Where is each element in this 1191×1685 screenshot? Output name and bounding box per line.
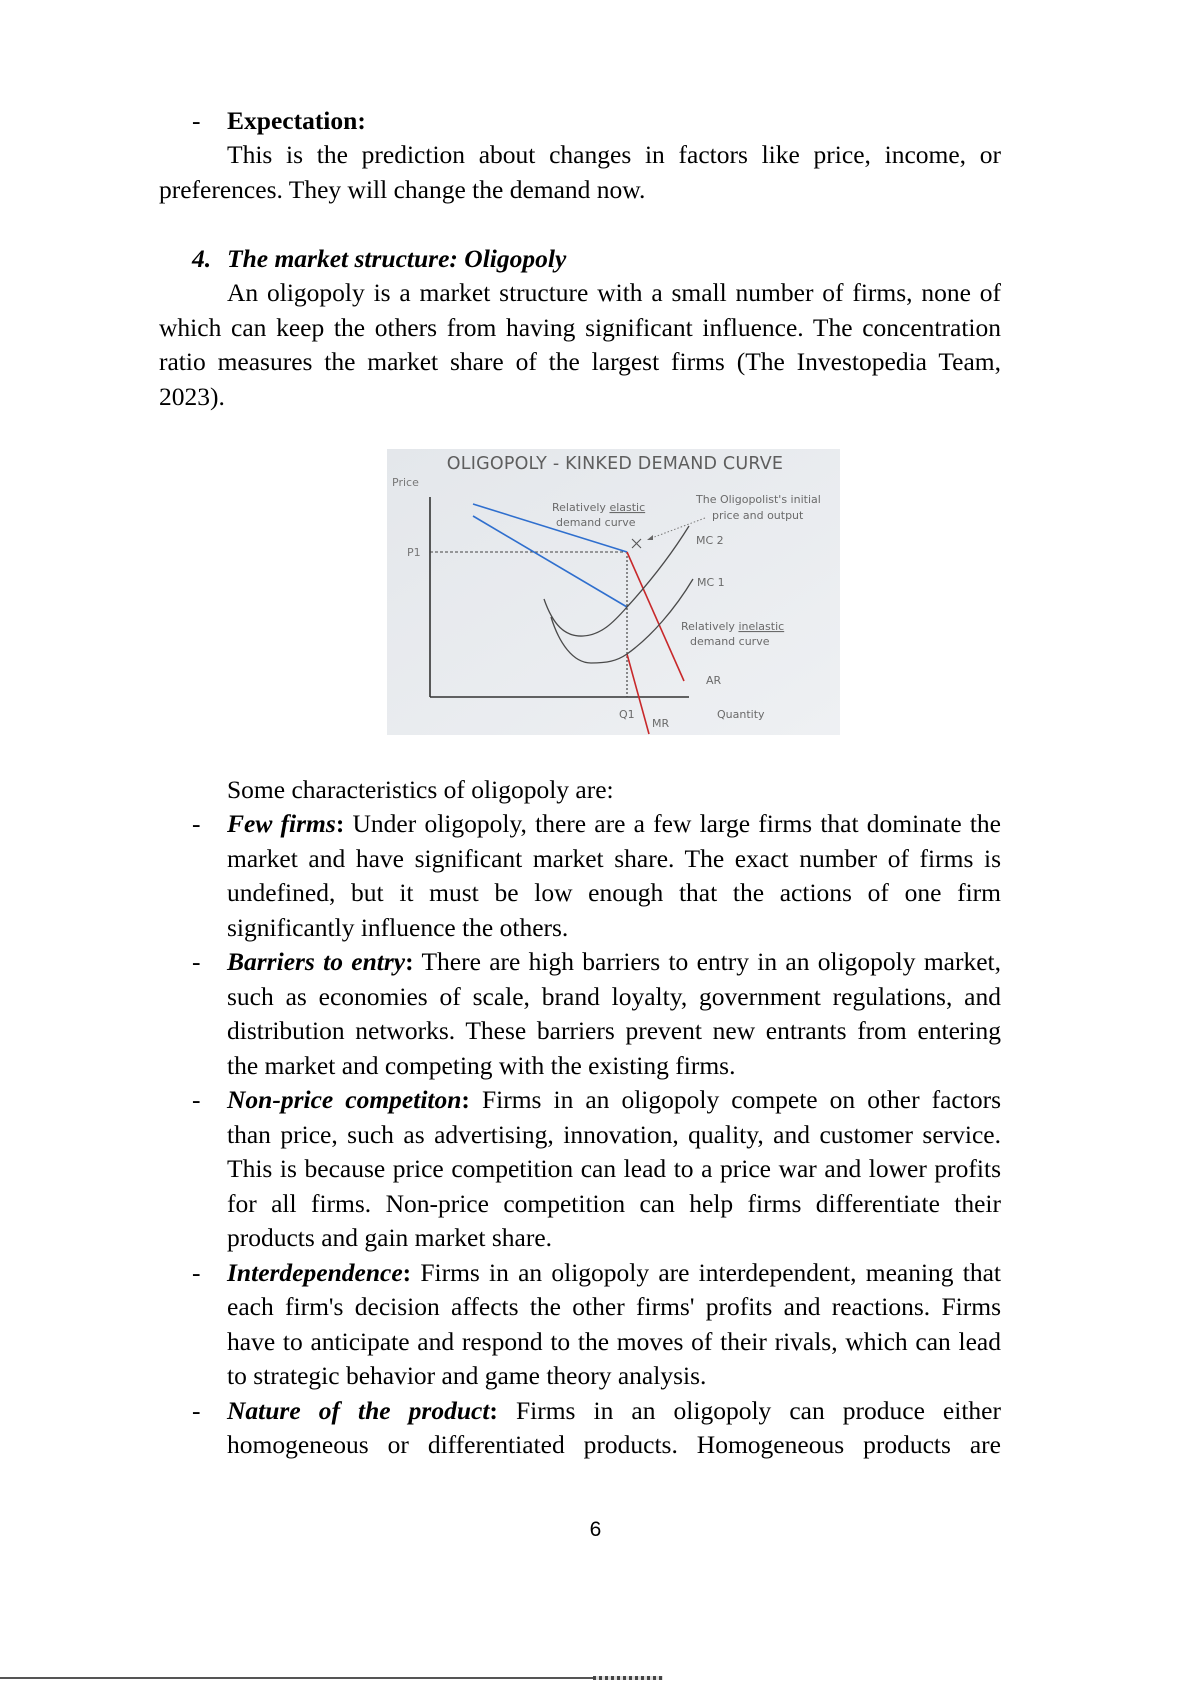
barriers-line-1: Barriers to entry: There are high barriers to entry in an oligopoly market, xyxy=(227,947,1001,976)
interdependence-line-4: to strategic behavior and game theory analysis. xyxy=(227,1361,707,1390)
initial-label-line-2: price and output xyxy=(712,509,804,522)
ar-label: AR xyxy=(706,674,722,687)
interdependence-line-1: Interdependence: Firms in an oligopoly are interdependent, meaning that xyxy=(227,1258,1001,1287)
elastic-label-line-2: demand curve xyxy=(556,516,636,529)
footer-divider-artifact xyxy=(593,1676,663,1680)
bullet-dash: - xyxy=(192,106,201,135)
mc2-label: MC 2 xyxy=(696,534,724,547)
expectation-heading: Expectation: xyxy=(227,106,366,135)
section-title: The market structure: Oligopoly xyxy=(227,244,567,273)
mc1-label: MC 1 xyxy=(697,576,725,589)
initial-label-line-1: The Oligopolist's initial xyxy=(696,493,821,506)
few-firms-line-4: significantly influence the others. xyxy=(227,913,569,942)
section-paragraph-line-2: which can keep the others from having significant influence. The concentration xyxy=(159,313,1001,342)
barriers-line-3: distribution networks. These barriers prevent new entrants from entering xyxy=(227,1016,1001,1045)
inelastic-label-line-2: demand curve xyxy=(690,635,770,648)
kinked-demand-curve-figure xyxy=(387,449,840,735)
section-paragraph-line-4: 2023). xyxy=(159,382,225,411)
section-paragraph-line-3: ratio measures the market share of the largest firms (The Investopedia Team, xyxy=(159,347,1001,376)
barriers-line-4: the market and competing with the existing firms. xyxy=(227,1051,736,1080)
footer-divider xyxy=(0,1677,660,1679)
figure-background xyxy=(387,449,840,735)
interdependence-line-3: have to anticipate and respond to the moves of their rivals, which can lead xyxy=(227,1327,1001,1356)
bullet-dash: - xyxy=(192,947,201,976)
expectation-line-2: preferences. They will change the demand now. xyxy=(159,175,646,204)
few-firms-line-3: undefined, but it must be low enough that the actions of one firm xyxy=(227,878,1001,907)
bullet-dash: - xyxy=(192,809,201,838)
section-paragraph-line-1: An oligopoly is a market structure with a small number of firms, none of xyxy=(227,278,1001,307)
few-firms-line-1: Few firms: Under oligopoly, there are a few large firms that dominate the xyxy=(227,809,1002,838)
section-number: 4. xyxy=(192,244,212,273)
mr-label: MR xyxy=(652,717,670,730)
elastic-label-line-1: Relatively elastic xyxy=(552,501,646,514)
figure-title: OLIGOPOLY - KINKED DEMAND CURVE xyxy=(446,454,784,474)
non-price-line-4: for all firms. Non-price competition can help firms differentiate their xyxy=(227,1189,1001,1218)
interdependence-line-2: each firm's decision affects the other firms' profits and reactions. Firms xyxy=(227,1292,1001,1321)
kinked-demand-curve-diagram xyxy=(387,449,840,735)
non-price-line-3: This is because price competition can lead to a price war and lower profits xyxy=(227,1154,1001,1183)
few-firms-term: Few firms xyxy=(227,809,336,838)
bullet-dash: - xyxy=(192,1258,201,1287)
non-price-line-2: than price, such as advertising, innovation, quality, and customer service. xyxy=(227,1120,1001,1149)
inelastic-label-line-1: Relatively inelastic xyxy=(681,620,785,633)
non-price-line-5: products and gain market share. xyxy=(227,1223,553,1252)
p1-label: P1 xyxy=(407,546,421,559)
interdependence-term: Interdependence xyxy=(227,1258,403,1287)
nature-line-2: homogeneous or differentiated products. Homogeneous products are xyxy=(227,1430,1001,1459)
y-axis-label: Price xyxy=(392,476,419,489)
barriers-line-2: such as economies of scale, brand loyalty, government regulations, and xyxy=(227,982,1001,1011)
non-price-line-1: Non-price competiton: Firms in an oligopoly compete on other factors xyxy=(227,1085,1001,1114)
nature-line-1: Nature of the product: Firms in an oligopoly can produce either xyxy=(227,1396,1001,1425)
nature-term: Nature of the product xyxy=(227,1396,490,1425)
bullet-dash: - xyxy=(192,1396,201,1425)
non-price-term: Non-price competiton xyxy=(227,1085,462,1114)
expectation-line-1: This is the prediction about changes in factors like price, income, or xyxy=(227,140,1001,169)
x-axis-label: Quantity xyxy=(717,708,765,721)
barriers-term: Barriers to entry xyxy=(227,947,406,976)
few-firms-line-2: market and have significant market share. The exact number of firms is xyxy=(227,844,1001,873)
q1-label: Q1 xyxy=(619,708,635,721)
bullet-dash: - xyxy=(192,1085,201,1114)
page-number: 6 xyxy=(589,1518,602,1541)
characteristics-intro: Some characteristics of oligopoly are: xyxy=(227,775,614,804)
